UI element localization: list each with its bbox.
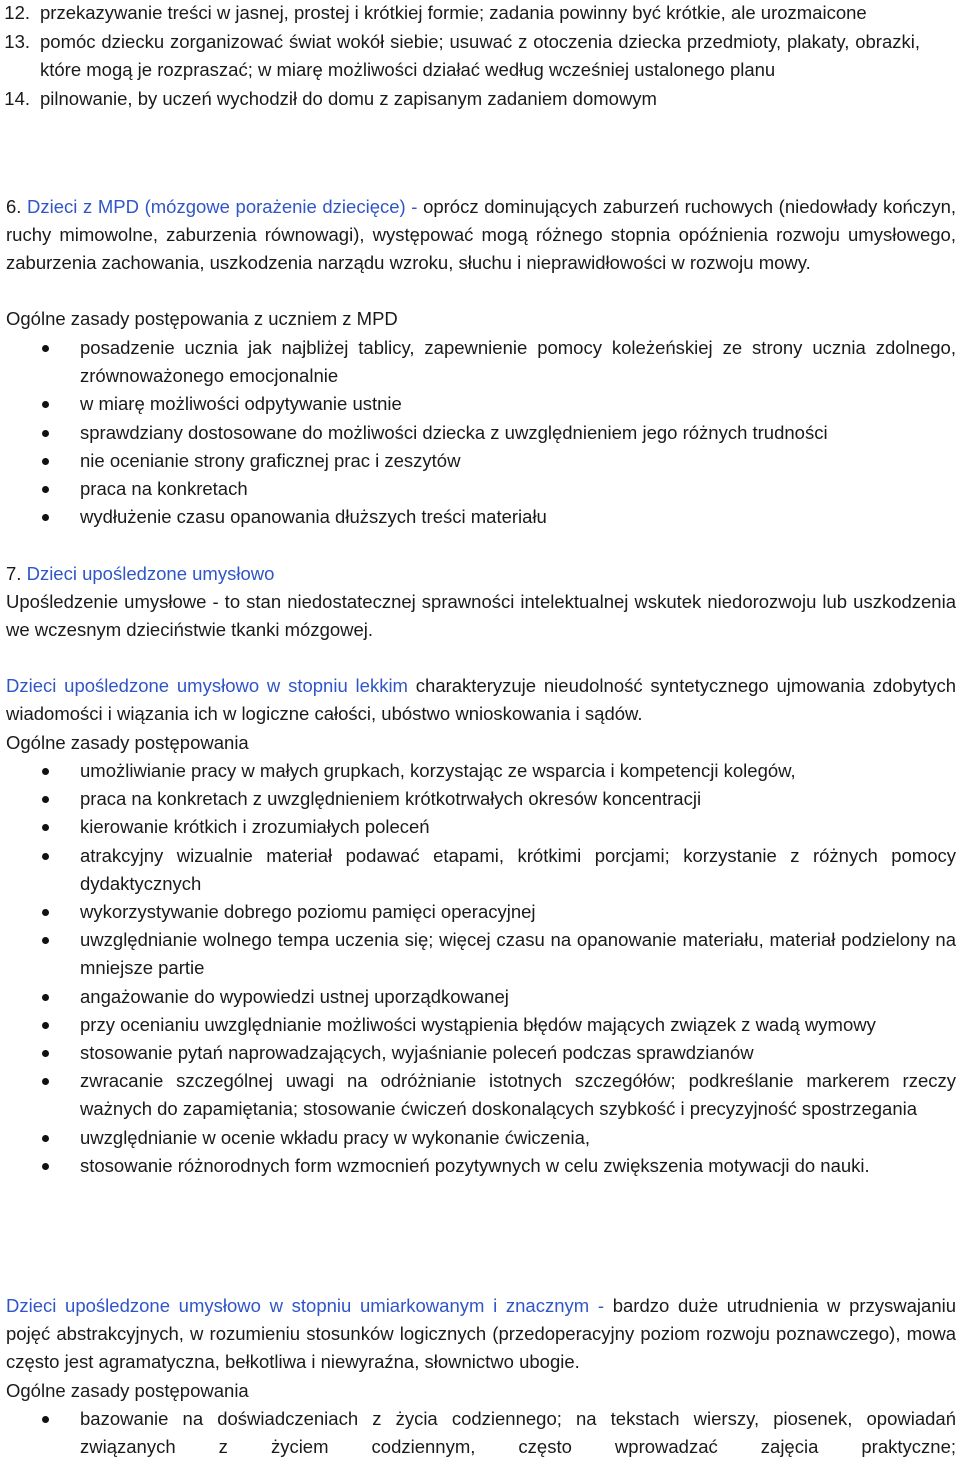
bullet-icon: [0, 1067, 80, 1095]
list-item: nie ocenianie strony graficznej prac i zeszytów: [0, 447, 956, 475]
list-item: praca na konkretach z uwzględnieniem krótkotrwałych okresów koncentracji: [0, 785, 956, 813]
bullet-icon: [0, 475, 80, 503]
section-6-paragraph: [6, 193, 956, 278]
section-7-definition: Upośledzenie umysłowe - to stan niedostatecznej sprawności intelektualnej wskutek niedorozwoju lub uszkodzenia we wczesnym dzieciństwie tkanki mózgowej.: [6, 591, 956, 641]
bullet-icon: [0, 983, 80, 1011]
list-item: atrakcyjny wizualnie materiał podawać etapami, krótkimi porcjami; korzystanie z różnych pomocy dydaktycznych: [0, 842, 956, 898]
bullet-icon: [0, 813, 80, 841]
section-number: 7.: [6, 563, 22, 584]
numbered-list: [0, 0, 960, 114]
list-item: wykorzystywanie dobrego poziomu pamięci operacyjnej: [0, 898, 956, 926]
moderate-dash: -: [597, 1295, 605, 1316]
mild-paragraph: [6, 672, 956, 728]
bullet-icon: [0, 1152, 80, 1180]
list-item: sprawdziany dostosowane do możliwości dziecka z uwzględnieniem jego różnych trudności: [0, 419, 956, 447]
list-item: [0, 0, 960, 28]
item-number: 12.: [4, 2, 30, 23]
bullet-icon: [0, 419, 80, 447]
bullet-icon: [0, 757, 80, 785]
list-item: kierowanie krótkich i zrozumiałych poleceń: [0, 813, 956, 841]
list-item: zwracanie szczególnej uwagi na odróżnianie istotnych szczegółów; podkreślanie markerem rzeczy ważnych do zapamiętania; stosowanie ćwiczeń doskonalących szybkość i precyzyjność spostrzegania: [0, 1067, 956, 1123]
section-title: Dzieci z MPD (mózgowe porażenie dziecięce) -: [27, 196, 418, 217]
bullet-icon: [0, 898, 80, 926]
bullet-icon: [0, 1124, 80, 1152]
bullet-list-mild: [0, 757, 956, 1180]
section-number: 6.: [6, 196, 22, 217]
mild-heading: Ogólne zasady postępowania: [6, 732, 249, 753]
list-item: uwzględnianie w ocenie wkładu pracy w wykonanie ćwiczenia,: [0, 1124, 956, 1152]
list-item: stosowanie pytań naprowadzających, wyjaśnianie poleceń podczas sprawdzianów: [0, 1039, 956, 1067]
moderate-paragraph: [6, 1292, 956, 1377]
list-item: angażowanie do wypowiedzi ustnej uporządkowanej: [0, 983, 956, 1011]
list-item: uwzględnianie wolnego tempa uczenia się; więcej czasu na opanowanie materiału, materiał podzielony na mniejsze partie: [0, 926, 956, 982]
bullet-icon: [0, 1011, 80, 1039]
item-text: pilnowanie, by uczeń wychodził do domu z zapisanym zadaniem domowym: [40, 88, 657, 110]
section-heading: Ogólne zasady postępowania z uczniem z MPD: [6, 308, 398, 329]
bullet-icon: [0, 503, 80, 531]
list-item: w miarę możliwości odpytywanie ustnie: [0, 390, 956, 418]
list-item: [0, 28, 960, 85]
list-item: wydłużenie czasu opanowania dłuższych treści materiału: [0, 503, 956, 531]
item-number: 14.: [4, 88, 30, 110]
list-item: przy ocenianiu uwzględnianie możliwości wystąpienia błędów mających związek z wadą wymowy: [0, 1011, 956, 1039]
bullet-icon: [0, 1405, 80, 1433]
item-text: pomóc dziecku zorganizować świat wokół siebie; usuwać z otoczenia dziecka przedmioty, plakaty, obrazki, które mogą je rozpraszać; w miarę możliwości działać według wcześniej ustalonego planu: [40, 30, 920, 81]
bullet-icon: [0, 447, 80, 475]
bullet-icon: [0, 926, 80, 954]
bullet-list-mpd: [0, 334, 956, 531]
mild-text: charakteryzuje nieudolność syntetycznego ujmowania zdobytych wiadomości i wiązania ich w logiczne całości, ubóstwo wnioskowania i sądów.: [6, 675, 957, 725]
list-item: [0, 85, 960, 114]
item-text: przekazywanie treści w jasnej, prostej i krótkiej formie; zadania powinny być krótkie, ale urozmaicone: [40, 2, 867, 23]
bullet-icon: [0, 842, 80, 870]
bullet-list-moderate: [0, 1405, 956, 1461]
bullet-icon: [0, 334, 80, 362]
bullet-icon: [0, 390, 80, 418]
moderate-text: bardzo duże utrudnienia w przyswajaniu pojęć abstrakcyjnych, w rozumieniu stosunków logicznych (przedoperacyjny poziom rozwoju poznawczego), mowa często jest agramatyczna, bełkotliwa i niewyraźna, słownictwo ubogie.: [6, 1295, 957, 1373]
section-7-heading: [6, 560, 274, 588]
item-number: 13.: [4, 30, 30, 52]
list-item: bazowanie na doświadczeniach z życia codziennego; na tekstach wierszy, piosenek, opowiadań związanych z życiem codziennym, często wprowadzać zajęcia praktyczne;: [0, 1405, 956, 1461]
section-title: Dzieci upośledzone umysłowo: [26, 563, 275, 584]
moderate-title: Dzieci upośledzone umysłowo w stopniu umiarkowanym i znacznym: [6, 1295, 590, 1316]
list-item: praca na konkretach: [0, 475, 956, 503]
mild-title: Dzieci upośledzone umysłowo w stopniu lekkim: [6, 675, 408, 696]
list-item: umożliwianie pracy w małych grupkach, korzystając ze wsparcia i kompetencji kolegów,: [0, 757, 956, 785]
section-text: oprócz dominujących zaburzeń ruchowych (niedowłady kończyn, ruchy mimowolne, zaburzenia równowagi), występować mogą różnego stopnia opóźnienia rozwoju umysłowego, zaburzenia zachowania, uszkodzenia narządu wzroku, słuchu i nieprawidłowości w rozwoju mowy.: [6, 196, 956, 274]
list-item: stosowanie różnorodnych form wzmocnień pozytywnych w celu zwiększenia motywacji do nauki.: [0, 1152, 956, 1180]
list-item: posadzenie ucznia jak najbliżej tablicy, zapewnienie pomocy koleżeńskiej ze strony ucznia zdolnego, zrównoważonego emocjonalnie: [0, 334, 956, 390]
bullet-icon: [0, 785, 80, 813]
moderate-heading: Ogólne zasady postępowania: [6, 1380, 249, 1401]
bullet-icon: [0, 1039, 80, 1067]
